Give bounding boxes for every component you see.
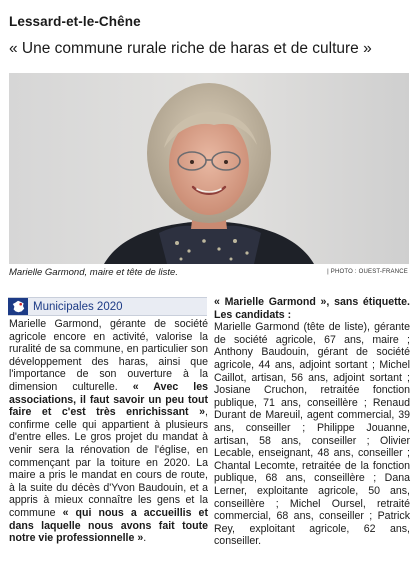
quote-2: « qui nous a accueillis et dans laquelle nous avons fait toute notre vie professionnelle » <box>9 506 208 545</box>
headline: « Une commune rurale riche de haras et de culture » <box>9 40 372 57</box>
photo-caption: Marielle Garmond, maire et tête de liste. <box>9 267 178 278</box>
candidates-text: Marielle Garmond (tête de liste), gérante de société agricole, 67 ans, maire ; Anthony Baudouin, gérant de société agricole, 44 ans, adjoint sortant ; Michel Caillot, artisan, 56 ans, adjoint sortant ; Josiane Cruchon, retraitée fonction publique, 71 ans, conseillère ; Renaud Durant de Mareuil, agent commercial, 39 ans, conseiller ; Philippe Jouanne, artisan, 58 ans, conseiller ; Olivier Lecable, enseignant, 48 ans, conseiller ; Chantal Lecomte, retraitée de la fonction publique, 68 ans, conseillère ; Dana Lerner, exploitante agricole, 50 ans, conseillère ; Michel Oursel, retraité commercial, 68 ans, conseiller ; Patrick Rey, exploitant agricole, 62 ans, conseiller. <box>214 321 410 548</box>
portrait-photo <box>9 73 409 264</box>
body-paragraph-3: . <box>143 532 147 545</box>
section-label: Municipales 2020 <box>33 300 123 313</box>
section-banner <box>8 297 207 316</box>
france-map-icon <box>8 298 28 315</box>
candidate-list <box>214 296 410 548</box>
place-name: Lessard-et-le-Chêne <box>9 14 141 29</box>
photo-credit: | PHOTO : OUEST-FRANCE <box>327 269 408 275</box>
article-body-left <box>9 318 208 545</box>
quote-1: « Avec les associations, il faut savoir un peu tout faire et c'est très enrichissant » <box>9 380 209 419</box>
list-heading: « Marielle Garmond », sans étiquette. Les candidats : <box>214 296 410 321</box>
body-paragraph-1: Marielle Garmond, gérante de société agricole encore en activité, valorise la ruralité de sa commune, en particulier son développement des haras, ainsi que l'importance de son ouverture à la dimension culturelle. <box>9 318 208 393</box>
portrait-illustration <box>9 73 409 264</box>
body-paragraph-2: , confirme celle qui appartient à plusieurs d'entre elles. Le gros projet du mandat à venir sera la rénovation de l'église, en commençant par la toiture en 2020. La maire a pris le mandat en cours de route, à la suite du décès d'Yvon Baudouin, et a appris à mieux connaître les gens et la commune <box>9 406 208 519</box>
